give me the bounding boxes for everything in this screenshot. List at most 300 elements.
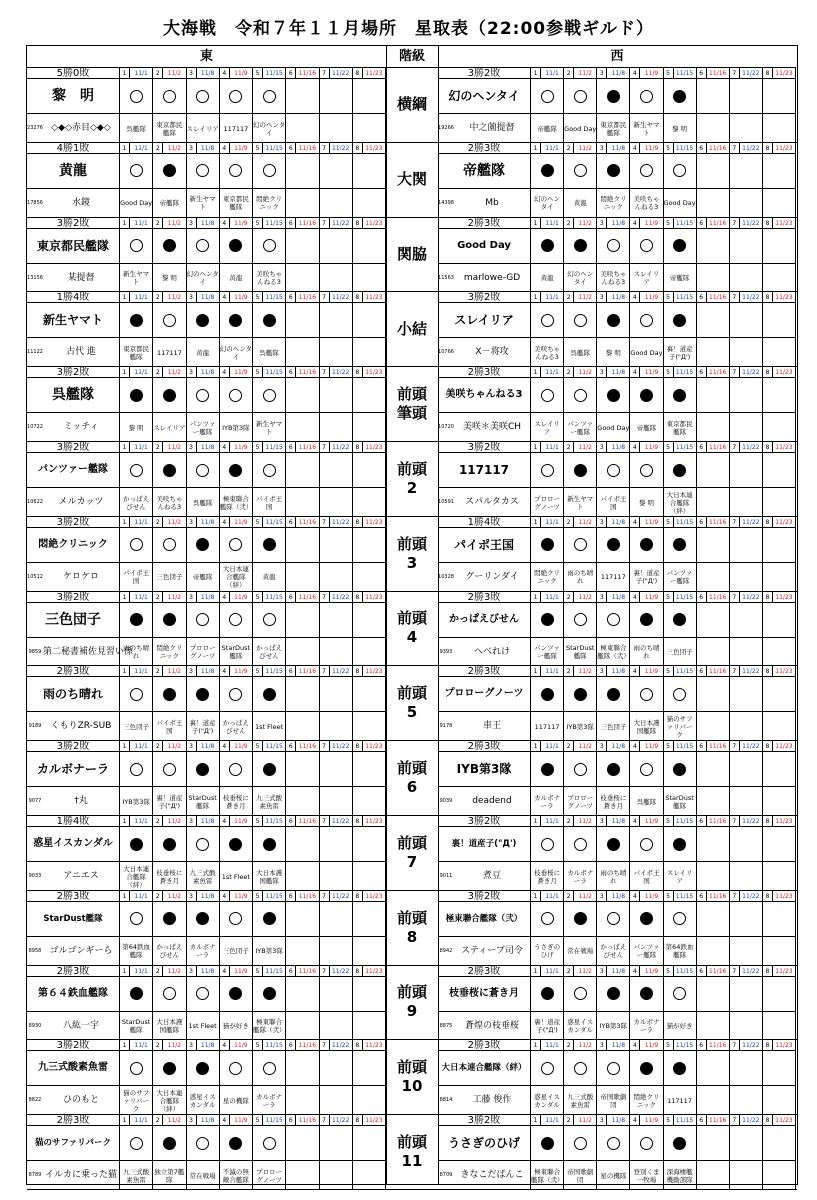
day-number: 1 [531, 1040, 541, 1051]
day-number: 2 [153, 517, 163, 528]
day-cell [664, 143, 697, 154]
points: 10722 [27, 424, 43, 431]
loss-mark [640, 1062, 653, 1075]
day-date: 11/8 [200, 70, 215, 77]
opponent-cell [730, 1012, 763, 1041]
day-cell [353, 367, 386, 378]
result-cell [187, 229, 220, 263]
rank-row [27, 891, 797, 966]
day-cell [120, 966, 153, 977]
result-cell [120, 827, 153, 861]
day-date: 11/23 [365, 219, 383, 227]
rank-label: 前頭 10 [396, 1058, 427, 1096]
day-date: 11/16 [709, 967, 727, 975]
west-side [438, 816, 796, 890]
admiral-row [438, 1160, 796, 1189]
result-cell [253, 378, 286, 412]
record: 3勝2敗 [438, 816, 531, 827]
day-date: 11/1 [545, 369, 559, 377]
day-date: 11/1 [545, 294, 559, 302]
opponent-cell: 117117 [220, 114, 253, 143]
win-mark [607, 912, 620, 925]
opponent-cell: 惑星イスカンダル [187, 1086, 220, 1115]
rank-cell [386, 218, 438, 292]
day-cell [253, 966, 286, 977]
opponent-cell: 呉艦隊 [630, 787, 663, 816]
opponent-cell [320, 787, 353, 816]
opponent-cell: 大日本連合艦隊（絆） [220, 563, 253, 592]
result-cell [564, 303, 597, 337]
result-cell [531, 1126, 564, 1160]
opponent-cell [697, 1161, 730, 1190]
loss-mark [541, 1137, 554, 1150]
admiral-name: 某提督 [43, 264, 120, 293]
day-date: 11/9 [234, 967, 248, 975]
guild-name: 猫のサファリパーク [27, 1126, 120, 1160]
opponent-cell [763, 712, 796, 741]
day-cell [763, 1040, 796, 1051]
day-cell [630, 816, 663, 827]
day-date: 11/9 [234, 593, 248, 601]
day-date: 11/9 [644, 294, 659, 302]
rank-row [27, 816, 797, 891]
standings-sheet [26, 45, 798, 1185]
record: 3勝2敗 [27, 367, 120, 378]
loss-mark [163, 1137, 176, 1150]
day-number: 6 [286, 816, 296, 827]
day-date: 11/2 [167, 219, 182, 227]
loss-mark [640, 987, 653, 1000]
day-date: 11/9 [644, 1042, 659, 1050]
result-cell [353, 603, 386, 637]
record: 3勝2敗 [438, 68, 531, 79]
day-date: 11/2 [578, 294, 592, 302]
day-cell [763, 816, 796, 827]
opponent-cell [320, 264, 353, 293]
loss-mark [607, 538, 620, 551]
result-cell [730, 902, 763, 936]
opponent-cell [286, 1086, 319, 1115]
opponent-cell: 裏！道産子("Д') [187, 712, 220, 741]
date-strip [438, 1040, 796, 1051]
points: 8958 [28, 947, 42, 954]
opponent-cell: 黄龍 [531, 264, 564, 293]
west-side [438, 292, 796, 366]
admiral-name: スティーブ司令 [454, 937, 531, 966]
points: 8930 [28, 1022, 42, 1029]
day-number: 1 [531, 666, 541, 677]
opponent-cell: 東京都民艦隊 [153, 114, 186, 143]
day-cell [531, 816, 564, 827]
day-cell [153, 218, 186, 229]
admiral-name: 古代 進 [43, 338, 120, 367]
opponent-cell: 黄龍 [564, 189, 597, 218]
day-date: 11/9 [644, 444, 659, 451]
day-number: 4 [220, 218, 230, 229]
day-date: 11/8 [611, 518, 626, 526]
day-date: 11/16 [709, 668, 727, 676]
result-cell [597, 603, 630, 637]
loss-mark [673, 1062, 686, 1075]
day-number: 4 [220, 966, 230, 977]
loss-mark [263, 314, 276, 327]
result-cell [531, 453, 564, 487]
result-cell [730, 603, 763, 637]
result-cell [763, 752, 796, 786]
admiral-name: へべれけ [454, 638, 531, 667]
day-date: 11/1 [134, 1117, 148, 1125]
points: 10720 [438, 424, 454, 431]
day-number: 5 [253, 68, 263, 79]
record: 2勝3敗 [438, 592, 531, 603]
day-cell [153, 966, 186, 977]
day-cell [253, 1115, 286, 1126]
day-number: 8 [353, 292, 363, 303]
result-cell [120, 1126, 153, 1160]
loss-mark [163, 613, 176, 626]
day-date: 11/8 [200, 967, 215, 975]
admiral-name: 工藤 俊作 [454, 1086, 531, 1115]
day-date: 11/16 [298, 518, 317, 526]
win-mark [163, 763, 176, 776]
day-cell [730, 517, 763, 528]
rank-label: 大関 [396, 170, 427, 189]
day-cell [120, 442, 153, 453]
day-cell [564, 292, 597, 303]
admiral-name: くもりZR-SUB [43, 712, 120, 741]
day-cell [120, 592, 153, 603]
result-cell [597, 528, 630, 562]
loss-mark [574, 464, 587, 477]
opponent-cell [286, 1161, 319, 1190]
guild-name: プロローグノーツ [438, 677, 531, 711]
opponent-cell [763, 563, 796, 592]
opponent-cell [320, 1086, 353, 1115]
day-cell [220, 592, 253, 603]
result-cell [286, 1126, 319, 1160]
opponent-cell [763, 488, 796, 517]
day-number: 3 [597, 1115, 607, 1126]
opponent-cell: 第64鉄血艦隊 [664, 937, 697, 966]
east-side [27, 592, 386, 666]
result-cell [253, 1126, 286, 1160]
day-date: 11/23 [775, 70, 793, 77]
result-cell [320, 752, 353, 786]
day-cell [253, 666, 286, 677]
admiral-row [27, 786, 386, 815]
result-cell [564, 528, 597, 562]
result-cell [664, 303, 697, 337]
opponent-cell [286, 488, 319, 517]
day-cell [630, 1040, 663, 1051]
opponent-cell [286, 189, 319, 218]
west-side [438, 218, 796, 292]
admiral-row [438, 487, 796, 516]
day-date: 11/2 [167, 444, 182, 451]
day-number: 5 [253, 1115, 263, 1126]
day-number: 6 [697, 367, 707, 378]
opponent-cell [763, 1161, 796, 1190]
opponent-cell [763, 638, 796, 667]
opponent-cell [697, 1012, 730, 1041]
west-side [438, 143, 796, 217]
date-strip [27, 218, 386, 229]
day-number: 2 [153, 1115, 163, 1126]
day-number: 8 [763, 218, 773, 229]
win-mark [263, 90, 276, 103]
result-cell [597, 303, 630, 337]
day-number: 2 [153, 1040, 163, 1051]
loss-mark [607, 688, 620, 701]
result-cell [220, 229, 253, 263]
day-date: 11/15 [675, 294, 694, 302]
date-strip [27, 292, 386, 303]
win-mark [263, 389, 276, 402]
day-cell [120, 816, 153, 827]
result-cell [630, 378, 663, 412]
day-date: 11/8 [611, 444, 626, 451]
win-mark [229, 1062, 242, 1075]
opponent-cell: 極東聯合艦隊（弐） [253, 1012, 286, 1041]
day-date: 11/2 [578, 668, 592, 676]
loss-mark [163, 164, 176, 177]
day-cell [531, 442, 564, 453]
day-number: 1 [531, 592, 541, 603]
day-cell [320, 741, 353, 752]
rank-label: 横綱 [396, 95, 427, 114]
rank-cell [386, 143, 438, 217]
record: 2勝3敗 [438, 666, 531, 677]
day-cell [353, 666, 386, 677]
win-mark [541, 464, 554, 477]
opponent-cell [730, 114, 763, 143]
day-number: 8 [353, 442, 363, 453]
day-cell [664, 592, 697, 603]
day-date: 11/9 [644, 518, 659, 526]
east-side [27, 218, 386, 292]
day-cell [220, 143, 253, 154]
result-cell [220, 603, 253, 637]
opponent-cell [763, 787, 796, 816]
result-cell [220, 1051, 253, 1085]
result-cell [120, 603, 153, 637]
result-cell [730, 528, 763, 562]
day-number: 4 [220, 891, 230, 902]
rank-row [27, 218, 797, 293]
opponent-cell: 美咲ちゃんねる3 [630, 189, 663, 218]
day-number: 2 [564, 1115, 574, 1126]
points: 11563 [438, 274, 454, 281]
guild-name: 大日本連合艦隊（絆） [438, 1051, 531, 1085]
opponent-cell: 黄龍 [220, 264, 253, 293]
rank-cell [386, 666, 438, 740]
result-cell [353, 752, 386, 786]
result-cell [187, 677, 220, 711]
day-cell [187, 292, 220, 303]
opponent-cell: 九三式酸素魚雷 [253, 787, 286, 816]
admiral-name: ミッチィ [43, 413, 120, 442]
win-mark [640, 763, 653, 776]
day-date: 11/16 [709, 743, 727, 751]
day-date: 11/2 [167, 70, 182, 77]
guild-name: うさぎのひげ [438, 1126, 531, 1160]
opponent-cell: 猫のサファリパーク [664, 712, 697, 741]
admiral-row [438, 637, 796, 666]
day-cell [597, 741, 630, 752]
day-cell [353, 1115, 386, 1126]
day-number: 6 [697, 1115, 707, 1126]
result-cell [286, 303, 319, 337]
opponent-cell [730, 1161, 763, 1190]
win-mark [130, 164, 143, 177]
rank-row [27, 741, 797, 816]
result-cell [763, 303, 796, 337]
day-cell [353, 292, 386, 303]
day-number: 4 [630, 891, 640, 902]
opponent-cell: StarDust艦隊 [664, 787, 697, 816]
result-cell [220, 1126, 253, 1160]
result-cell [120, 677, 153, 711]
day-number: 7 [320, 517, 330, 528]
day-cell [630, 367, 663, 378]
day-date: 11/22 [742, 892, 760, 900]
day-number: 5 [253, 143, 263, 154]
opponent-cell [286, 413, 319, 442]
result-cell [664, 752, 697, 786]
day-cell [286, 292, 319, 303]
day-number: 2 [153, 741, 163, 752]
day-cell [220, 442, 253, 453]
points: 8709 [439, 1172, 453, 1179]
opponent-cell: 帝艦隊 [531, 114, 564, 143]
day-date: 11/8 [200, 818, 215, 825]
result-cell [120, 902, 153, 936]
guild-name: IYB第3隊 [438, 752, 531, 786]
opponent-cell [353, 563, 386, 592]
day-number: 3 [187, 292, 197, 303]
record: 3勝2敗 [438, 292, 531, 303]
day-date: 11/16 [709, 444, 727, 451]
day-cell [320, 442, 353, 453]
opponent-cell [320, 563, 353, 592]
day-number: 2 [153, 891, 163, 902]
day-number: 6 [286, 68, 296, 79]
day-number: 4 [220, 666, 230, 677]
result-cell [286, 453, 319, 487]
opponent-cell: プロローグノーツ [253, 1161, 286, 1190]
record: 2勝3敗 [438, 218, 531, 229]
opponent-cell: スレイリア [630, 264, 663, 293]
day-cell [564, 816, 597, 827]
day-cell [286, 367, 319, 378]
day-number: 6 [286, 218, 296, 229]
result-cell [597, 677, 630, 711]
guild-name: カルボナーラ [27, 752, 120, 786]
guild-name: 九三式酸素魚雷 [27, 1051, 120, 1085]
result-cell [320, 378, 353, 412]
result-cell [320, 303, 353, 337]
opponent-cell: 悶絶クリニック [531, 563, 564, 592]
day-cell [697, 143, 730, 154]
day-date: 11/1 [545, 144, 559, 152]
day-number: 2 [153, 592, 163, 603]
day-number: 5 [664, 1115, 674, 1126]
day-cell [120, 218, 153, 229]
day-cell [120, 741, 153, 752]
day-date: 11/9 [234, 369, 248, 377]
day-number: 6 [697, 143, 707, 154]
day-number: 4 [630, 292, 640, 303]
opponent-cell: 帝艦隊 [187, 563, 220, 592]
day-cell [187, 741, 220, 752]
opponent-cell [353, 712, 386, 741]
result-cell [253, 902, 286, 936]
day-cell [286, 891, 319, 902]
day-number: 7 [320, 442, 330, 453]
date-strip [27, 1040, 386, 1051]
win-mark [640, 1137, 653, 1150]
day-number: 5 [253, 592, 263, 603]
day-cell [763, 592, 796, 603]
day-cell [697, 68, 730, 79]
day-number: 4 [220, 143, 230, 154]
result-cell [564, 677, 597, 711]
opponent-cell: 美咲ちゃんねる3 [153, 488, 186, 517]
record: 2勝3敗 [438, 1040, 531, 1051]
day-number: 2 [564, 442, 574, 453]
loss-mark [574, 912, 587, 925]
admiral-name: †丸 [43, 787, 120, 816]
opponent-cell: プロローグノーツ [531, 488, 564, 517]
result-cell [697, 154, 730, 188]
day-cell [730, 891, 763, 902]
opponent-cell [320, 937, 353, 966]
admiral-name: ケロケロ [43, 563, 120, 592]
day-date: 11/15 [675, 444, 694, 451]
opponent-cell: パンツァー艦隊 [187, 413, 220, 442]
day-number: 4 [220, 1040, 230, 1051]
opponent-cell: 三色団子 [120, 712, 153, 741]
day-date: 11/16 [298, 144, 317, 152]
admiral-name: 八紘一宇 [43, 1012, 120, 1041]
opponent-cell: 東京都民艦隊 [597, 114, 630, 143]
day-cell [564, 592, 597, 603]
loss-mark [541, 538, 554, 551]
opponent-cell: 第64鉄血艦隊 [120, 937, 153, 966]
opponent-cell: 極東聯合艦隊（弐） [220, 488, 253, 517]
day-date: 11/23 [365, 743, 383, 751]
day-date: 11/8 [200, 518, 215, 526]
day-number: 2 [153, 442, 163, 453]
day-cell [187, 1040, 220, 1051]
opponent-cell: 新生ヤマト [187, 189, 220, 218]
win-mark [196, 389, 209, 402]
day-number: 5 [253, 292, 263, 303]
opponent-cell: かっぱえびせん [120, 488, 153, 517]
day-number: 6 [286, 741, 296, 752]
rank-label: 小結 [396, 319, 427, 338]
admiral-row [27, 1085, 386, 1114]
date-strip [27, 517, 386, 528]
day-date: 11/23 [775, 219, 793, 227]
day-date: 11/9 [644, 369, 659, 377]
points: 10512 [27, 573, 43, 580]
day-cell [697, 741, 730, 752]
day-cell [253, 143, 286, 154]
guild-name: 極東聯合艦隊（弐） [438, 902, 531, 936]
day-cell [531, 666, 564, 677]
loss-mark [163, 838, 176, 851]
